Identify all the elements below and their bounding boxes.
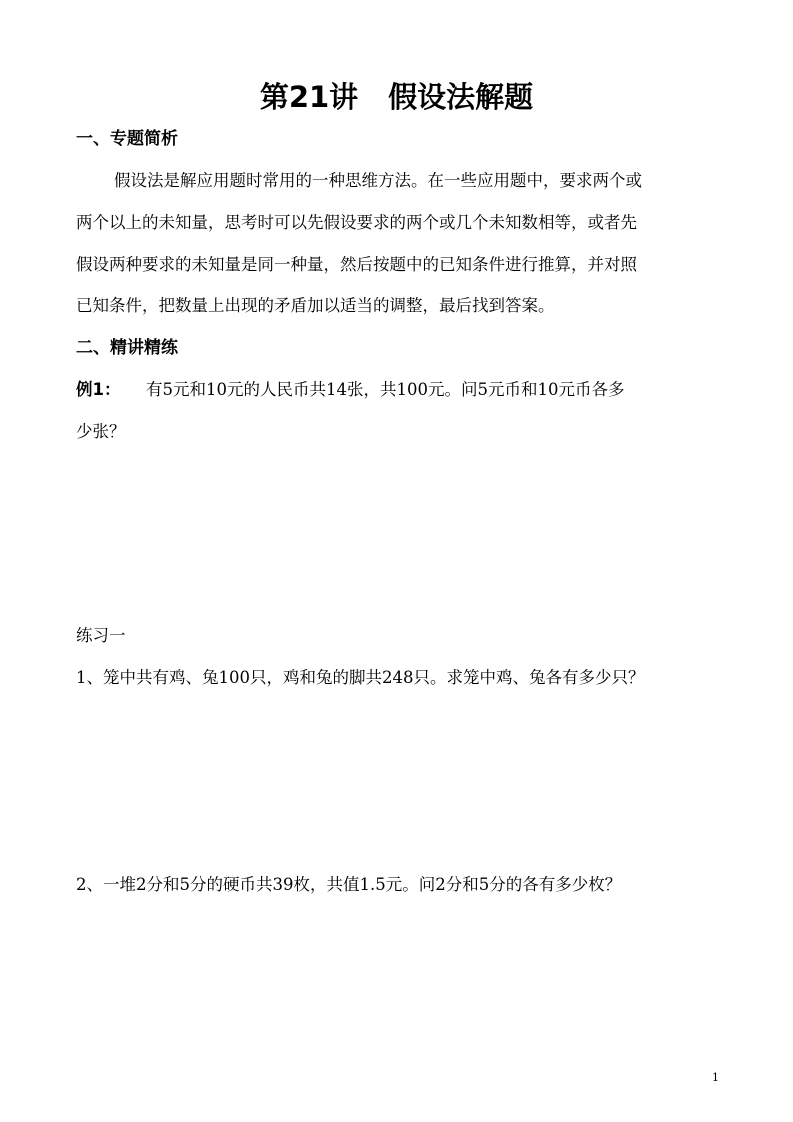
lecture-topic: 假设法解题 xyxy=(388,80,534,114)
example-1-text: 有5元和10元的人民币共14张，共100元。问5元币和10元币各多 xyxy=(146,380,625,399)
example-1 xyxy=(76,378,624,402)
lecture-number: 第21讲 xyxy=(259,80,359,114)
example-1-label: 例1： xyxy=(76,380,121,399)
exercise-question-2: 2、一堆2分和5分的硬币共39枚，共值1.5元。问2分和5分的各有多少枚？ xyxy=(76,875,622,894)
section-heading-practice: 二、精讲精练 xyxy=(76,338,178,358)
section-heading-overview: 一、专题简析 xyxy=(76,129,178,149)
overview-line-2: 两个以上的未知量，思考时可以先假设要求的两个或几个未知数相等，或者先 xyxy=(76,213,637,232)
overview-line-1: 假设法是解应用题时常用的一种思维方法。在一些应用题中，要求两个或 xyxy=(114,171,642,190)
page-number: 1 xyxy=(712,1071,719,1084)
page-title xyxy=(0,78,793,116)
example-1-continued: 少张？ xyxy=(76,422,126,441)
overview-line-4: 已知条件，把数量上出现的矛盾加以适当的调整，最后找到答案。 xyxy=(76,296,555,315)
exercise-question-1: 1、笼中共有鸡、兔100只，鸡和兔的脚共248只。求笼中鸡、兔各有多少只？ xyxy=(76,668,645,687)
exercise-heading: 练习一 xyxy=(76,626,126,645)
overview-line-3: 假设两种要求的未知量是同一种量，然后按题中的已知条件进行推算，并对照 xyxy=(76,255,637,274)
